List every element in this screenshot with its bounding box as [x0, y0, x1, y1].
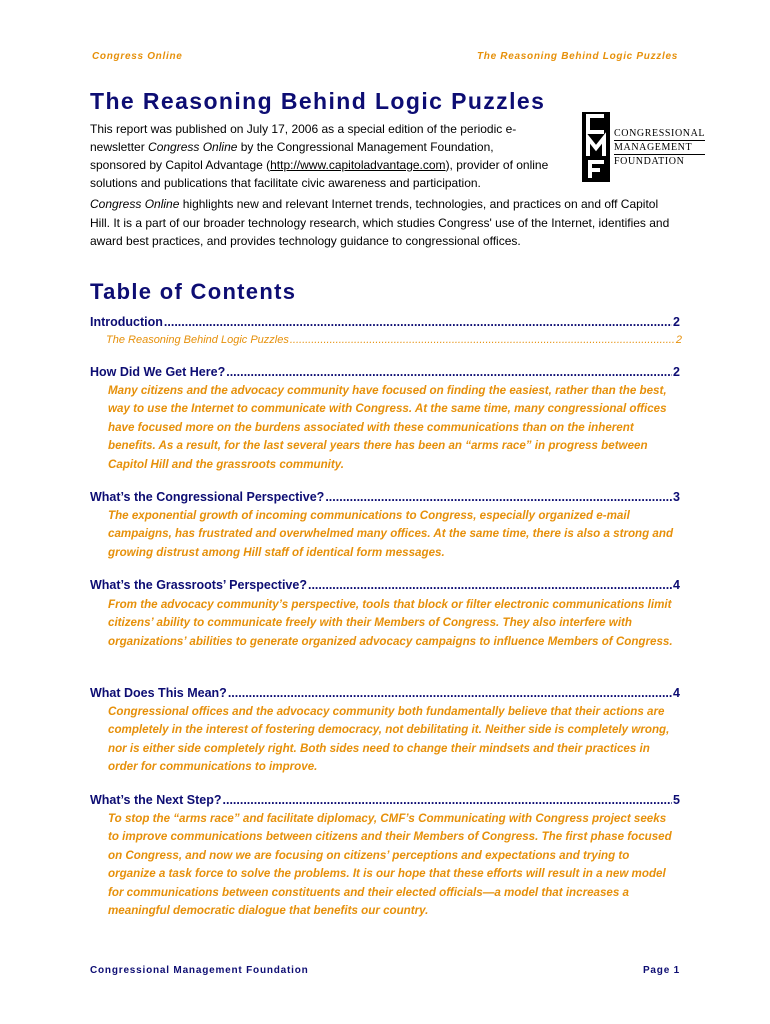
- toc-entry-label: Introduction: [90, 315, 163, 329]
- page-number: Page 1: [642, 965, 680, 976]
- cmf-logo-mark-icon: [582, 112, 610, 182]
- toc-desc-congressional-perspective: The exponential growth of incoming communications to Congress, especially organized e-mail campaigns, has frustrated and overwhelmed many offices. At the same time, there is also a strong and growing distrust among Hill staff of identical form messages.: [108, 509, 674, 559]
- cmf-logo: [582, 112, 704, 182]
- toc-heading: Table of Contents: [90, 279, 297, 304]
- running-footer: [90, 965, 680, 976]
- header-right: The Reasoning Behind Logic Puzzles: [476, 51, 678, 62]
- footer-left: Congressional Management Foundation: [90, 965, 309, 976]
- logo-line-1: CONGRESSIONAL: [614, 128, 706, 139]
- toc-leader: [226, 365, 672, 379]
- toc-entry-label: What’s the Congressional Perspective?: [90, 490, 325, 504]
- toc-entry-page: 5: [673, 793, 680, 807]
- toc-entry-congressional-perspective[interactable]: [90, 490, 680, 504]
- cmf-logo-text: [614, 128, 705, 169]
- toc-entry-how-did-we-get-here[interactable]: [90, 365, 680, 379]
- running-header: [92, 51, 678, 62]
- toc-entry-label: The Reasoning Behind Logic Puzzles: [106, 334, 289, 346]
- intro-newsletter-name: Congress Online: [148, 140, 238, 154]
- toc-leader: [325, 490, 672, 504]
- logo-line-3: FOUNDATION: [614, 156, 685, 167]
- toc-entry-introduction[interactable]: [90, 315, 680, 329]
- toc-desc-how-did-we-get-here: Many citizens and the advocacy community have focused on finding the easiest, rather than the best, way to use the Internet to communicate with Congress. At the same time, many congressional offices have focused more on the burdens associated with these communications than on the inherent benefits. As a result, for the last several years there has been an “arms race” in progress between Capitol Hill and the grassroots community.: [108, 384, 667, 471]
- toc-leader: [290, 334, 675, 346]
- toc-entry-page: 2: [675, 334, 682, 346]
- toc-entry-grassroots-perspective[interactable]: [90, 578, 680, 592]
- intro2-newsletter-name: Congress Online: [90, 197, 180, 211]
- toc-entry-page: 2: [673, 315, 680, 329]
- toc-entry-page: 3: [673, 490, 680, 504]
- intro-paragraph: [90, 120, 550, 192]
- toc-entry-label: What’s the Next Step?: [90, 793, 222, 807]
- toc-desc-next-step: To stop the “arms race” and facilitate diplomacy, CMF’s Communicating with Congress project seeks to improve communications between citizens and their Members of Congress. The first phase focused on Congress, and now we are focusing on citizens’ perceptions and expectations and trying to organize a task force to solve the problems. It is our hope that these efforts will result in a new model for communications between constituents and their elected officials—a model that increases a meaningful democratic dialogue that benefits our country.: [108, 812, 672, 918]
- intro-text-2: by the Congressional Management Foundation, sponsored by Capitol Advantage (: [90, 140, 494, 172]
- toc-leader: [223, 793, 673, 807]
- intro-text-3: ), provider of online solutions and publications that facilitate civic awareness and participation.: [90, 158, 549, 190]
- toc-entry-label: How Did We Get Here?: [90, 365, 226, 379]
- intro2-text: highlights new and relevant Internet trends, technologies, and practices on and off Capitol Hill. It is a part of our broader technology research, which studies Congress' use of the Internet, identifies and award best practices, and provides technology guidance to congressional offices.: [90, 197, 670, 248]
- logo-line-2: MANAGEMENT: [614, 142, 705, 155]
- page-title: The Reasoning Behind Logic Puzzles: [90, 88, 546, 114]
- header-left: Congress Online: [92, 51, 183, 62]
- toc-entry-page: 4: [673, 686, 680, 700]
- intro-text-1: This report was published on July 17, 2006 as a special edition of the periodic e-newsletter: [90, 122, 517, 154]
- toc-entry-reasoning[interactable]: [106, 334, 682, 346]
- intro-paragraph-2: [90, 195, 680, 251]
- toc-desc-grassroots-perspective: From the advocacy community’s perspective, tools that block or filter electronic communications limit citizens’ ability to communicate freely with their Members of Congress. They also interfere with organizations’ abilities to generate organized advocacy campaigns to influence Members of Congress.: [108, 598, 673, 648]
- toc-leader: [164, 315, 672, 329]
- toc-entry-next-step[interactable]: [90, 793, 680, 807]
- toc-entry-page: 2: [673, 365, 680, 379]
- capitol-advantage-link[interactable]: http://www.capitoladvantage.com: [270, 158, 446, 172]
- toc-entry-label: What Does This Mean?: [90, 686, 227, 700]
- toc-desc-what-does-this-mean: Congressional offices and the advocacy community both fundamentally believe that their actions are completely in the interest of fostering democracy, not debilitating it. Neither side is completely wrong, nor is either side completely right. Both sides need to change their mindsets and their practices in order for communications to improve.: [108, 705, 670, 774]
- toc-entry-label: What’s the Grassroots’ Perspective?: [90, 578, 307, 592]
- toc-entry-page: 4: [673, 578, 680, 592]
- toc-leader: [308, 578, 672, 592]
- toc-entry-what-does-this-mean[interactable]: [90, 686, 680, 700]
- toc-leader: [228, 686, 672, 700]
